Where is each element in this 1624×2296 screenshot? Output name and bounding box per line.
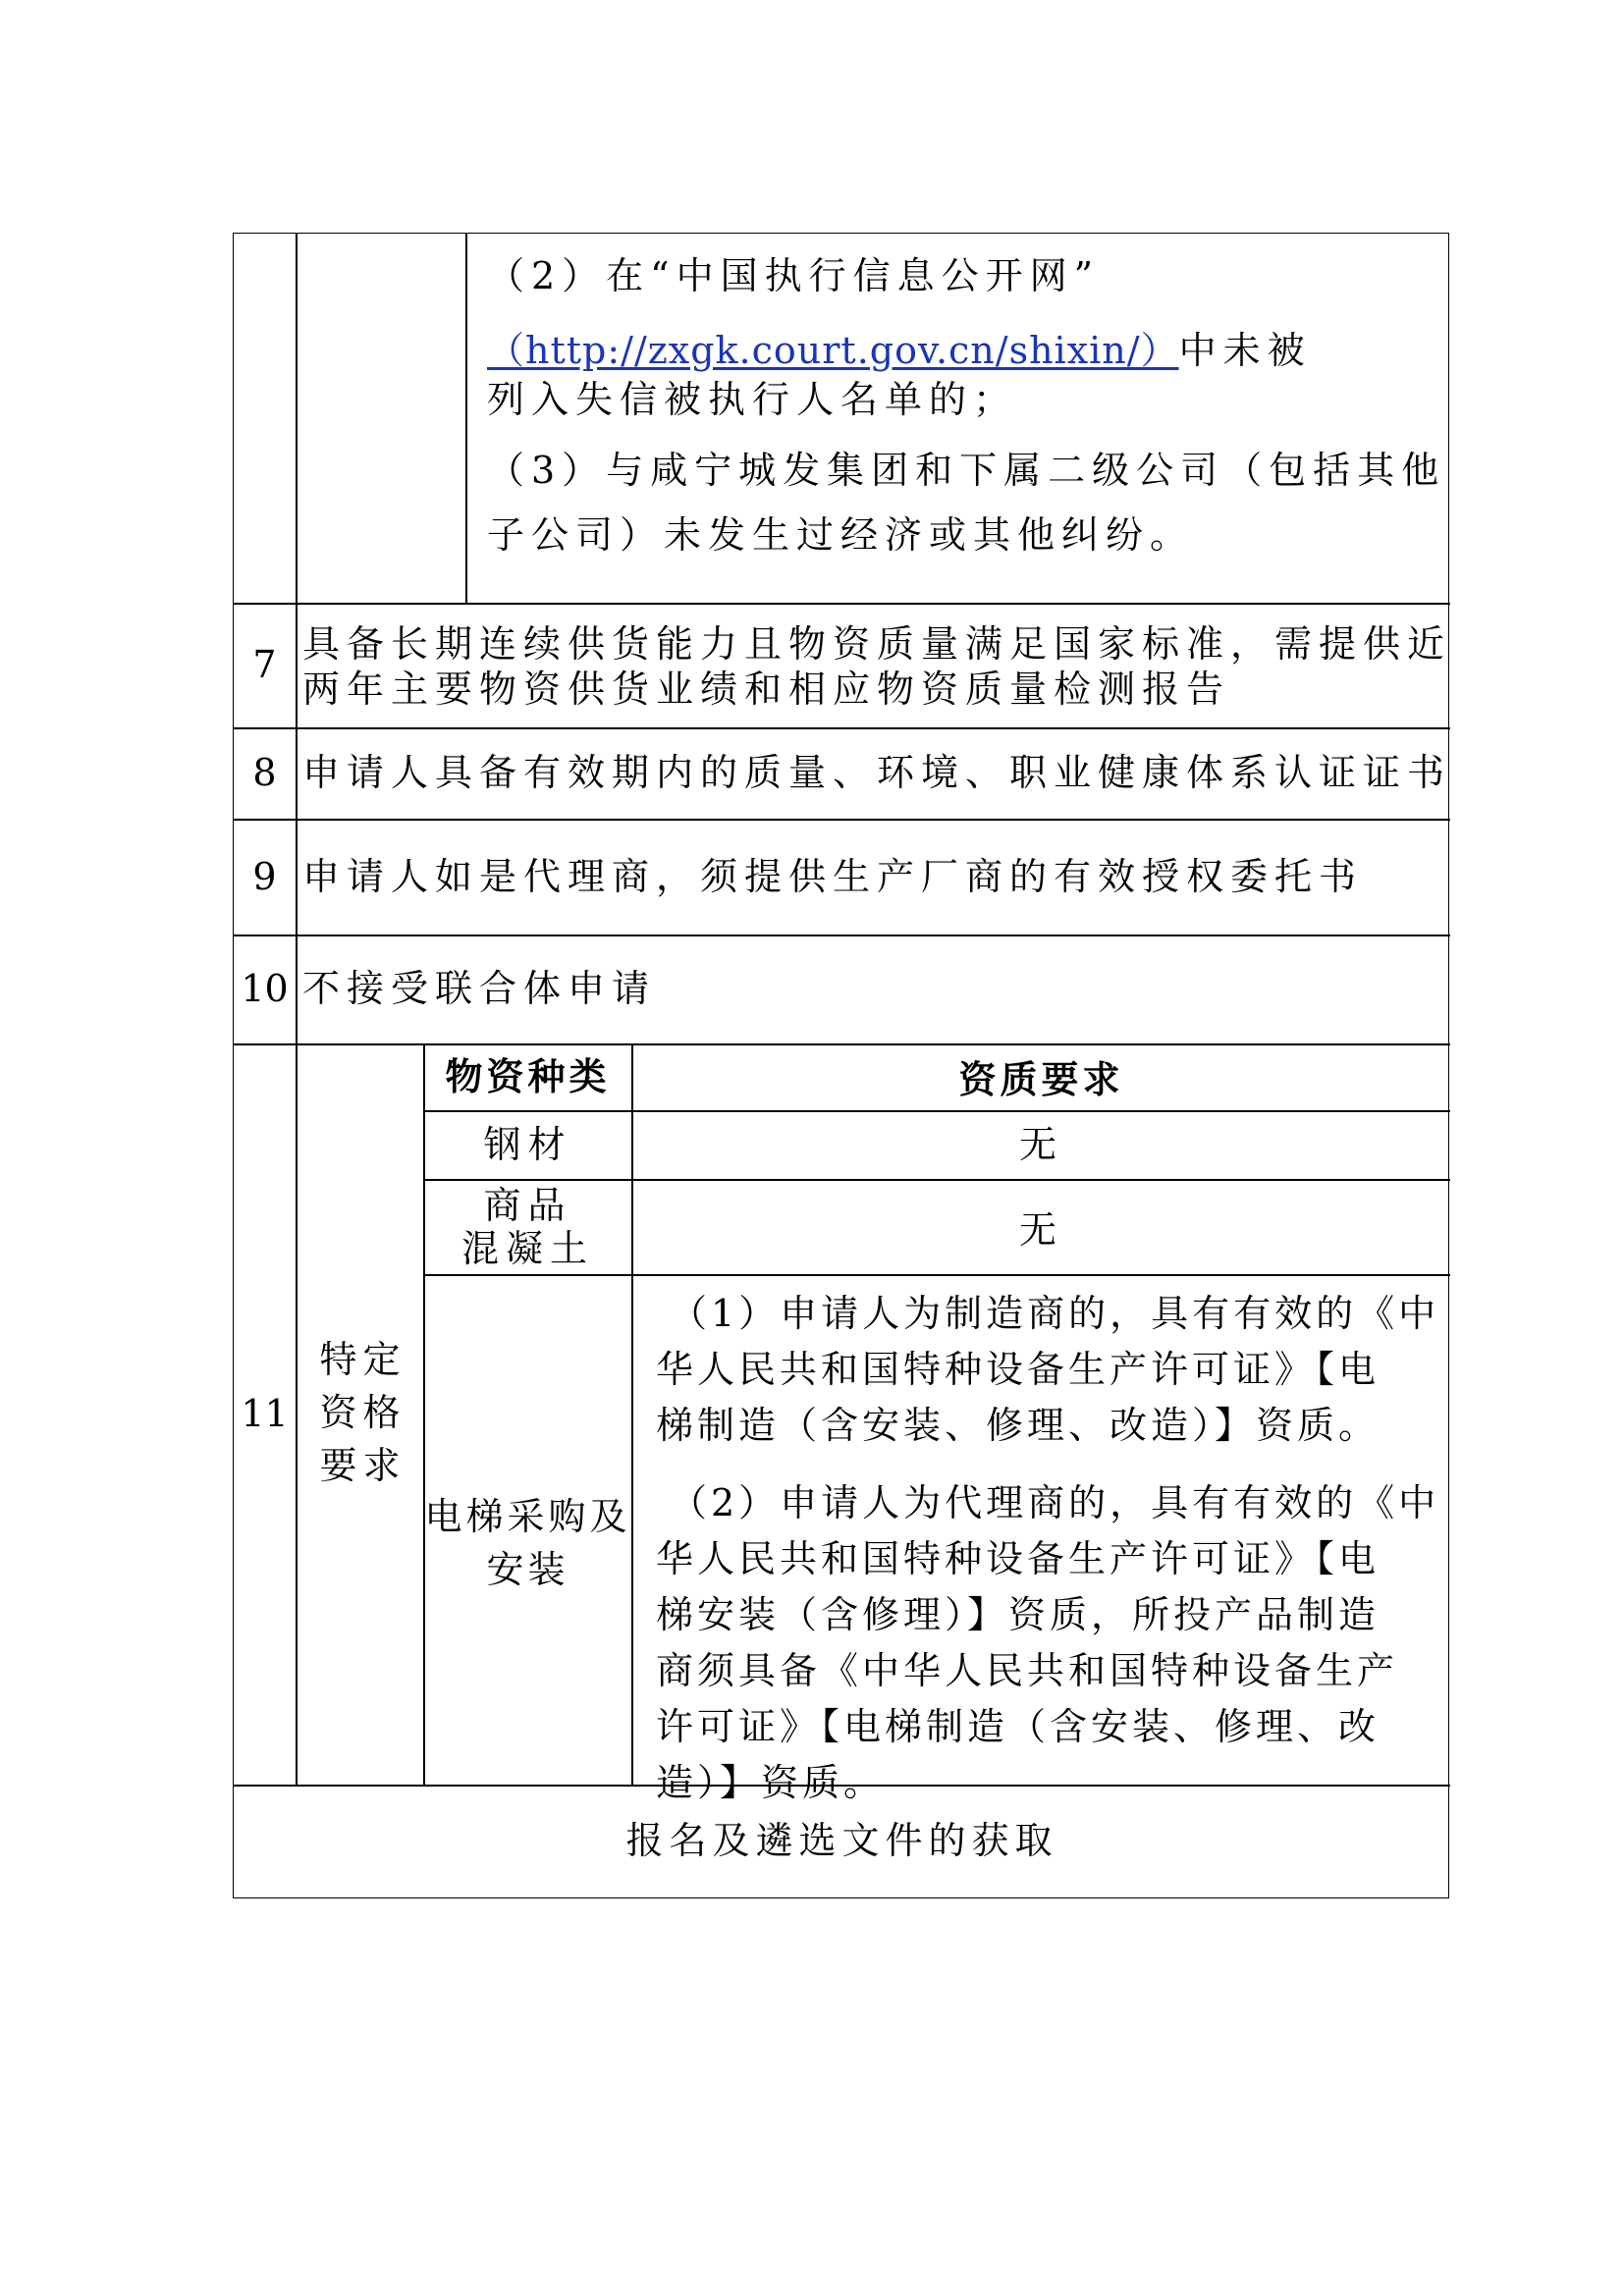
requirement-line: 梯制造（含安装、修理、改造）】资质。	[656, 1404, 1380, 1447]
row-8-text: 申请人具备有效期内的质量、环境、职业健康体系认证证书	[302, 751, 1452, 794]
row-7-number: 7	[252, 643, 277, 686]
requirement-line: 造）】资质。	[656, 1761, 886, 1804]
category-line: 要求	[319, 1444, 406, 1487]
row-7-text	[302, 621, 1452, 720]
requirement-line: 华人民共和国特种设备生产许可证》【电	[656, 1537, 1380, 1580]
requirement-elevator	[656, 1286, 1446, 1804]
row-divider	[234, 603, 1450, 605]
header-requirement: 资质要求	[958, 1057, 1124, 1101]
requirement-line: 华人民共和国特种设备生产许可证》【电	[656, 1348, 1380, 1391]
col-divider	[465, 234, 467, 603]
material-line: 商品	[483, 1184, 572, 1227]
criterion-2-line3: 列入失信被执行人名单的；	[487, 378, 1018, 421]
row-8-number: 8	[252, 751, 277, 794]
row-7-line1: 具备长期连续供货能力且物资质量满足国家标准，需提供近	[302, 622, 1452, 666]
category-line: 特定	[319, 1338, 406, 1381]
col-divider	[296, 234, 298, 1785]
material-line: 混凝土	[460, 1227, 594, 1270]
zxgk-link[interactable]: （http://zxgk.court.gov.cn/shixin/）	[487, 329, 1179, 372]
criterion-2-text: （2）在“中国执行信息公开网”	[487, 254, 1101, 297]
subtable-divider	[423, 1274, 1450, 1276]
section-heading-registration: 报名及遴选文件的获取	[625, 1819, 1058, 1862]
requirements-table	[233, 233, 1452, 1898]
material-steel: 钢材	[483, 1123, 572, 1166]
requirement-line: （1）申请人为制造商的，具有有效的《中	[670, 1292, 1440, 1335]
material-line: 电梯采购及	[424, 1495, 631, 1538]
row-9-text: 申请人如是代理商，须提供生产厂商的有效授权委托书	[302, 855, 1364, 898]
requirement-line: 商须具备《中华人民共和国特种设备生产	[656, 1649, 1399, 1692]
criterion-3-line1: （3）与咸宁城发集团和下属二级公司（包括其他	[487, 449, 1446, 492]
requirement-line: 梯安装（含修理）】资质，所投产品制造	[656, 1593, 1380, 1636]
material-line: 安装	[486, 1548, 569, 1591]
row-11-number: 11	[241, 1392, 289, 1435]
row-10-text: 不接受联合体申请	[302, 967, 657, 1010]
row-11-category	[297, 1333, 423, 1490]
row-7-line2: 两年主要物资供货业绩和相应物资质量检测报告	[302, 667, 1231, 711]
requirement-line: 许可证》【电梯制造（含安装、修理、改	[656, 1705, 1380, 1748]
requirement-line: （2）申请人为代理商的，具有有效的《中	[670, 1481, 1440, 1524]
requirement-steel: 无	[1018, 1123, 1063, 1166]
header-material: 物资种类	[445, 1054, 611, 1098]
category-line: 资格	[319, 1391, 406, 1434]
row-divider	[234, 1043, 1450, 1045]
row-10-number: 10	[241, 967, 289, 1010]
requirement-concrete: 无	[1018, 1208, 1063, 1252]
criterion-3-line2: 子公司）未发生过经济或其他纠纷。	[487, 513, 1195, 557]
material-elevator	[424, 1490, 631, 1598]
continued-criteria	[487, 251, 1444, 595]
criterion-2-suffix: 中未被	[1178, 329, 1312, 372]
row-9-number: 9	[252, 855, 277, 898]
material-concrete	[424, 1184, 631, 1274]
